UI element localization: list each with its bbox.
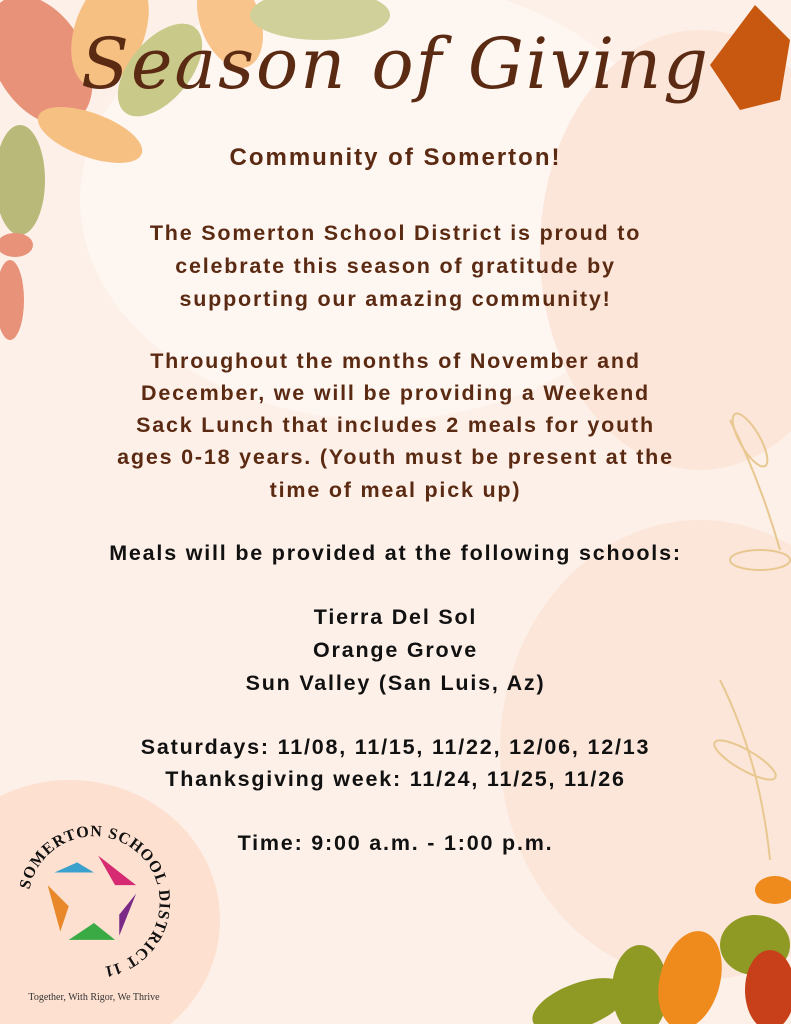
dates-line: Saturdays: 11/08, 11/15, 11/22, 12/06, 12/13: [140, 735, 651, 759]
intro-line: supporting our amazing community!: [179, 287, 612, 311]
school-name: Orange Grove: [313, 638, 478, 662]
details-line: time of meal pick up): [269, 478, 522, 502]
dates-line: Thanksgiving week: 11/24, 11/25, 11/26: [165, 767, 626, 791]
details-line: Sack Lunch that includes 2 meals for youth: [136, 413, 655, 437]
time-line: Time: 9:00 a.m. - 1:00 p.m.: [237, 831, 554, 855]
details-line: December, we will be providing a Weekend: [141, 381, 650, 405]
school-name: Tierra Del Sol: [313, 605, 478, 629]
logo-tagline: Together, With Rigor, We Thrive: [28, 992, 160, 1003]
intro-line: The Somerton School District is proud to: [149, 221, 642, 245]
schools-heading: Meals will be provided at the following schools:: [109, 541, 682, 565]
school-name: Sun Valley (San Luis, Az): [245, 671, 546, 695]
details-line: Throughout the months of November and: [150, 349, 641, 373]
svg-text:SOMERTON SCHOOL DISTRICT 11: SOMERTON SCHOOL DISTRICT 11: [16, 823, 173, 980]
school-district-logo: [14, 822, 174, 982]
subtitle: Community of Somerton!: [229, 144, 562, 171]
page-title: Season of Giving: [81, 23, 710, 105]
details-line: ages 0-18 years. (Youth must be present at the: [117, 445, 674, 469]
intro-line: celebrate this season of gratitude by: [175, 254, 616, 278]
